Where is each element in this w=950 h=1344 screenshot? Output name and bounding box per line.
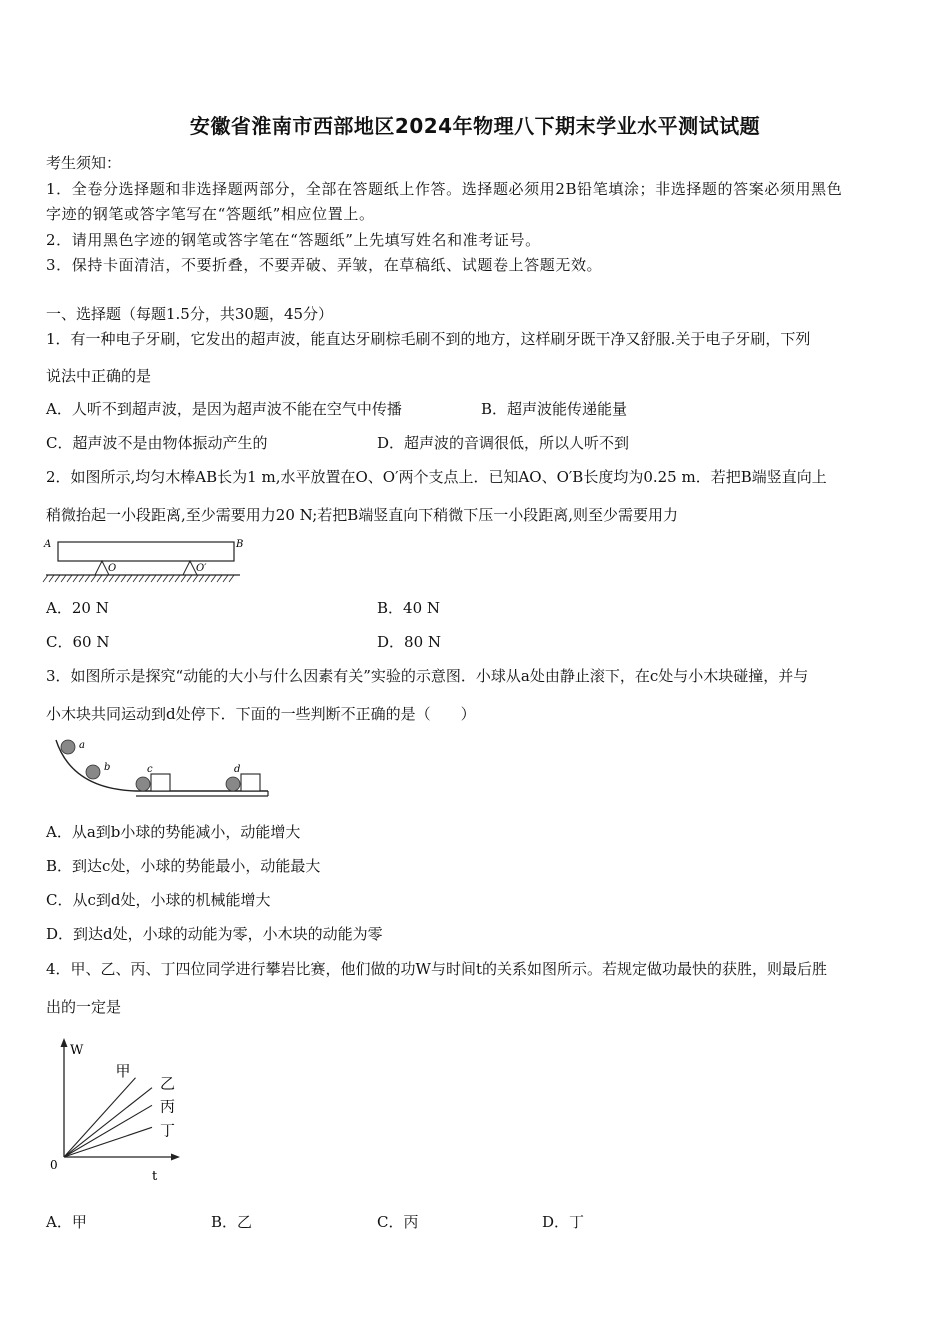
- hatch-stroke: [211, 575, 216, 582]
- label-o: O: [108, 563, 117, 574]
- q1-option-b[interactable]: B．超声波能传递能量: [481, 400, 628, 418]
- section-heading: 一、选择题（每题1.5分，共30题，45分）: [46, 305, 334, 323]
- hatch-stroke: [193, 575, 198, 582]
- hatch-stroke: [79, 575, 84, 582]
- label-o-prime: O′: [196, 563, 207, 574]
- page-title: 安徽省淮南市西部地区2024年物理八下期末学业水平测试试题: [189, 114, 761, 138]
- q3-option-c[interactable]: C．从c到d处，小球的机械能增大: [46, 891, 271, 909]
- notice-item: 1．全卷分选择题和非选择题两部分，全部在答题纸上作答。选择题必须用2B铅笔填涂；非选择题的答案必须用黑色: [46, 180, 843, 198]
- ball-b: [86, 765, 100, 779]
- q4-stem: 出的一定是: [46, 998, 122, 1016]
- ground-hatching: [43, 575, 234, 582]
- q3-option-b[interactable]: B．到达c处，小球的势能最小，动能最大: [46, 857, 321, 875]
- hatch-stroke: [73, 575, 78, 582]
- series-line-2: [64, 1088, 152, 1157]
- y-axis-arrow: [61, 1038, 68, 1047]
- q3-stem: 小木块共同运动到d处停下．下面的一些判断不正确的是（ ）: [46, 705, 476, 723]
- q1-stem: 1．有一种电子牙刷，它发出的超声波，能直达牙刷棕毛刷不到的地方，这样刷牙既干净又舒服.关于电子牙刷，下列: [46, 330, 811, 348]
- hatch-stroke: [175, 575, 180, 582]
- block-c: [151, 774, 170, 791]
- hatch-stroke: [181, 575, 186, 582]
- hatch-stroke: [85, 575, 90, 582]
- x-axis-label: t: [152, 1169, 158, 1184]
- hatch-stroke: [67, 575, 72, 582]
- x-axis-arrow: [171, 1154, 180, 1161]
- block-d: [241, 774, 260, 791]
- lever-figure: [40, 534, 250, 586]
- series-label-4: 丁: [160, 1121, 176, 1140]
- hatch-stroke: [163, 575, 168, 582]
- hatch-stroke: [187, 575, 192, 582]
- work-time-chart: [46, 1036, 196, 1186]
- ball-c: [136, 777, 150, 791]
- hatch-stroke: [169, 575, 174, 582]
- q3-option-d[interactable]: D．到达d处，小球的动能为零，小木块的动能为零: [46, 925, 383, 943]
- label-a: a: [79, 740, 85, 751]
- series-line-3: [64, 1105, 152, 1157]
- hatch-stroke: [61, 575, 66, 582]
- q2-stem: 2．如图所示,均匀木棒AB长为1 m,水平放置在O、O′两个支点上．已知AO、O′B长度均为0.25 m．若把B端竖直向上: [46, 468, 827, 486]
- origin-label: 0: [50, 1158, 58, 1172]
- hatch-stroke: [157, 575, 162, 582]
- hatch-stroke: [133, 575, 138, 582]
- q1-option-a[interactable]: A．人听不到超声波，是因为超声波不能在空气中传播: [46, 400, 402, 418]
- q4-option-b[interactable]: B．乙: [211, 1213, 253, 1231]
- hatch-stroke: [43, 575, 48, 582]
- hatch-stroke: [229, 575, 234, 582]
- q1-stem: 说法中正确的是: [46, 367, 152, 385]
- notice-item: 字迹的钢笔或答字笔写在“答题纸”相应位置上。: [46, 205, 375, 223]
- hatch-stroke: [139, 575, 144, 582]
- q1-option-d[interactable]: D．超声波的音调很低，所以人听不到: [377, 434, 630, 452]
- hatch-stroke: [91, 575, 96, 582]
- q1-option-c[interactable]: C．超声波不是由物体振动产生的: [46, 434, 268, 452]
- label-b: B: [236, 539, 244, 550]
- hatch-stroke: [97, 575, 102, 582]
- ramp-figure: [50, 734, 275, 804]
- hatch-stroke: [205, 575, 210, 582]
- q4-stem: 4．甲、乙、丙、丁四位同学进行攀岩比赛，他们做的功W与时间t的关系如图所示。若规定做功最快的获胜，则最后胜: [46, 960, 827, 978]
- q2-option-b[interactable]: B．40 N: [377, 599, 441, 617]
- q2-option-d[interactable]: D．80 N: [377, 633, 442, 651]
- ball-d: [226, 777, 240, 791]
- notice-item: 3．保持卡面清洁，不要折叠，不要弄破、弄皱，在草稿纸、试题卷上答题无效。: [46, 256, 603, 274]
- hatch-stroke: [103, 575, 108, 582]
- hatch-stroke: [55, 575, 60, 582]
- q2-option-c[interactable]: C．60 N: [46, 633, 110, 651]
- q3-stem: 3．如图所示是探究“动能的大小与什么因素有关”实验的示意图．小球从a处由静止滚下，在c处与小木块碰撞，并与: [46, 667, 809, 685]
- q4-option-c[interactable]: C．丙: [377, 1213, 419, 1231]
- support-o: [95, 561, 109, 575]
- hatch-stroke: [121, 575, 126, 582]
- label-b: b: [104, 762, 111, 773]
- q2-option-a[interactable]: A．20 N: [46, 599, 109, 617]
- q4-option-a[interactable]: A．甲: [46, 1213, 87, 1231]
- q2-stem: 稍微抬起一小段距离,至少需要用力20 N;若把B端竖直向下稍微下压一小段距离,则至少需要用力: [46, 506, 679, 524]
- label-c: c: [147, 764, 153, 775]
- y-axis-label: W: [70, 1043, 84, 1058]
- hatch-stroke: [151, 575, 156, 582]
- hatch-stroke: [49, 575, 54, 582]
- label-d: d: [234, 764, 241, 775]
- support-o-prime: [183, 561, 197, 575]
- series-label-3: 丙: [160, 1097, 176, 1116]
- hatch-stroke: [115, 575, 120, 582]
- q4-option-d[interactable]: D．丁: [542, 1213, 585, 1231]
- wooden-rod: [58, 542, 234, 561]
- series-label-2: 乙: [160, 1074, 176, 1093]
- series-label-1: 甲: [115, 1061, 131, 1080]
- hatch-stroke: [217, 575, 222, 582]
- hatch-stroke: [199, 575, 204, 582]
- hatch-stroke: [127, 575, 132, 582]
- hatch-stroke: [223, 575, 228, 582]
- notice-item: 2．请用黑色字迹的钢笔或答字笔在“答题纸”上先填写姓名和准考证号。: [46, 231, 541, 249]
- notice-heading: 考生须知：: [46, 154, 122, 172]
- label-a: A: [44, 539, 52, 550]
- hatch-stroke: [109, 575, 114, 582]
- hatch-stroke: [145, 575, 150, 582]
- q3-option-a[interactable]: A．从a到b小球的势能减小，动能增大: [46, 823, 301, 841]
- ball-a: [61, 740, 75, 754]
